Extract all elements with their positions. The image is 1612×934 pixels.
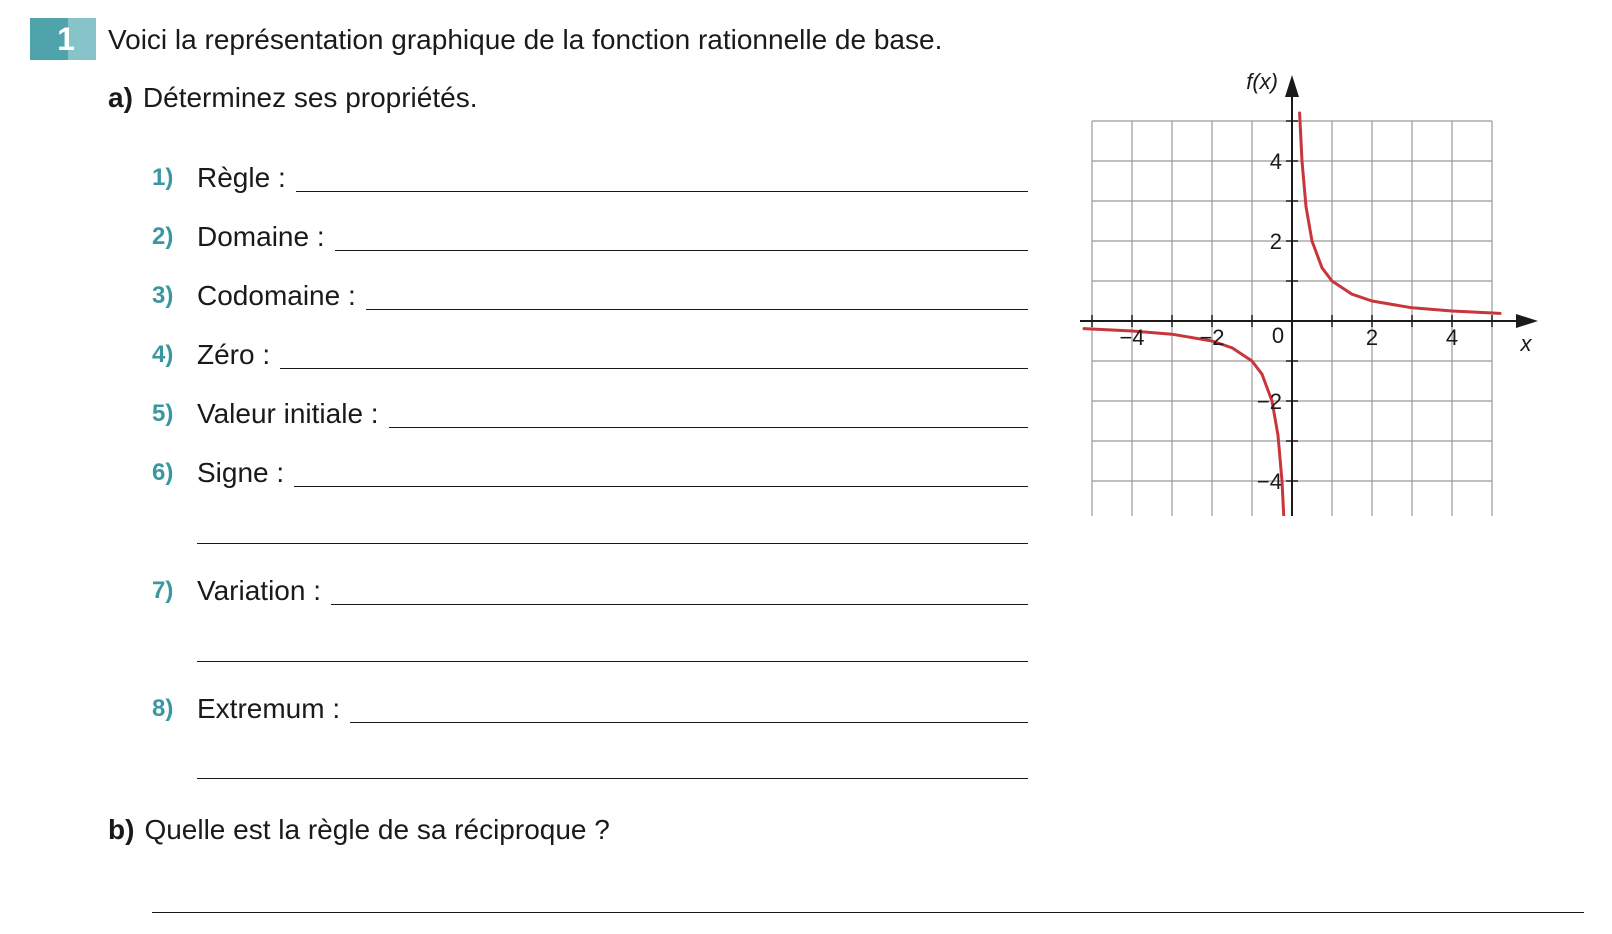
item-label: Codomaine : bbox=[197, 280, 356, 311]
y-tick-label: −4 bbox=[1256, 469, 1282, 494]
curve-branch-left bbox=[1084, 329, 1284, 516]
y-axis-arrow bbox=[1285, 75, 1299, 97]
x-tick-label: −2 bbox=[1199, 325, 1225, 350]
property-sign bbox=[152, 455, 1028, 491]
answer-line[interactable] bbox=[335, 250, 1028, 251]
item-number: 6) bbox=[152, 459, 174, 486]
y-tick-label: 2 bbox=[1269, 229, 1282, 254]
item-number: 1) bbox=[152, 164, 174, 191]
answer-line-reciprocal[interactable] bbox=[152, 912, 1584, 913]
property-domain bbox=[152, 219, 1028, 255]
item-label: Extremum : bbox=[197, 693, 341, 724]
part-a-letter: a) bbox=[108, 82, 133, 113]
x-tick-label: 4 bbox=[1445, 325, 1459, 350]
part-b-text: Quelle est la règle de sa réciproque ? bbox=[144, 814, 610, 845]
answer-line[interactable] bbox=[296, 191, 1028, 192]
item-label: Variation : bbox=[197, 575, 321, 606]
answer-line[interactable] bbox=[366, 309, 1028, 310]
y-axis-title: f(x) bbox=[1246, 69, 1278, 94]
part-b-heading bbox=[108, 814, 610, 846]
x-axis-arrow bbox=[1516, 314, 1538, 328]
item-number: 7) bbox=[152, 577, 174, 604]
answer-line[interactable] bbox=[350, 722, 1028, 723]
curve-branch-right bbox=[1300, 113, 1500, 313]
item-number: 8) bbox=[152, 695, 174, 722]
item-label: Valeur initiale : bbox=[197, 398, 379, 429]
exercise-prompt: Voici la représentation graphique de la fonction rationnelle de base. bbox=[108, 24, 943, 55]
part-b-letter: b) bbox=[108, 814, 135, 845]
x-tick-label: 2 bbox=[1365, 325, 1379, 350]
item-number: 3) bbox=[152, 282, 174, 309]
part-a-text: Déterminez ses propriétés. bbox=[142, 82, 478, 113]
property-extremum bbox=[152, 691, 1028, 727]
property-initial-value bbox=[152, 396, 1028, 432]
property-codomain bbox=[152, 278, 1028, 314]
item-number: 4) bbox=[152, 341, 174, 368]
answer-line[interactable] bbox=[331, 604, 1028, 605]
origin-label: 0 bbox=[1271, 323, 1285, 348]
y-tick-label: 4 bbox=[1269, 149, 1282, 174]
answer-line-continued[interactable] bbox=[197, 543, 1028, 544]
property-variation bbox=[152, 573, 1028, 609]
answer-line[interactable] bbox=[294, 486, 1028, 487]
answer-line[interactable] bbox=[280, 368, 1028, 369]
answer-line-continued[interactable] bbox=[197, 778, 1028, 779]
answer-line-continued[interactable] bbox=[197, 661, 1028, 662]
property-zero bbox=[152, 337, 1028, 373]
item-number: 2) bbox=[152, 223, 174, 250]
item-label: Zéro : bbox=[197, 339, 271, 370]
item-number: 5) bbox=[152, 400, 174, 427]
exercise-number-badge bbox=[30, 18, 96, 60]
exercise-number: 1 bbox=[57, 21, 75, 57]
property-rule bbox=[152, 160, 1028, 196]
item-label: Règle : bbox=[197, 162, 286, 193]
y-tick-label: −2 bbox=[1256, 389, 1282, 414]
x-axis-title: x bbox=[1520, 331, 1532, 356]
axes bbox=[1080, 75, 1538, 516]
part-a-heading bbox=[108, 82, 477, 114]
item-label: Domaine : bbox=[197, 221, 325, 252]
item-label: Signe : bbox=[197, 457, 285, 488]
x-tick-label: −4 bbox=[1119, 325, 1145, 350]
function-graph bbox=[1060, 36, 1540, 516]
answer-line[interactable] bbox=[389, 427, 1028, 428]
